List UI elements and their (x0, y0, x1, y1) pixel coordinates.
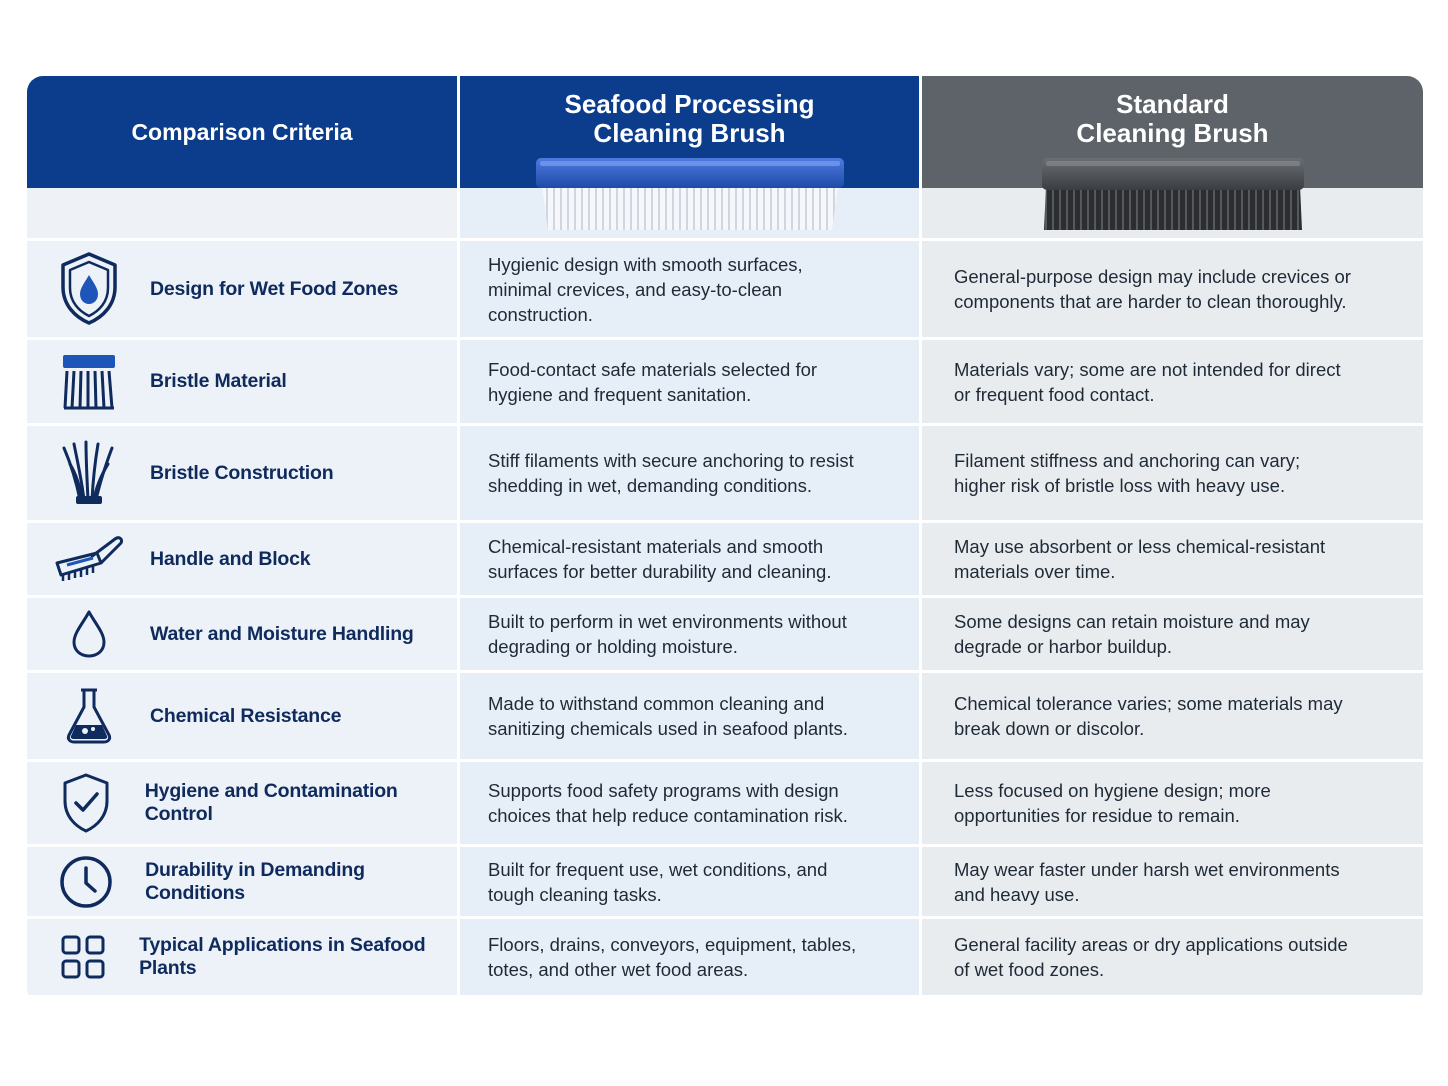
criteria-label: Typical Applications in Seafood Plants (139, 934, 426, 979)
standard-cell: May use absorbent or less chemical-resistant materials over time. (922, 520, 1423, 595)
seafood-cell: Food-contact safe materials selected for hygiene and frequent sanitation. (460, 337, 919, 423)
header-seafood-line2: Cleaning Brush (593, 118, 786, 148)
standard-cell: Less focused on hygiene design; more opportunities for residue to remain. (922, 759, 1423, 844)
criteria-cell (27, 759, 457, 844)
standard-cell: May wear faster under harsh wet environments and heavy use. (922, 844, 1423, 916)
shield-check-icon (61, 772, 111, 834)
seafood-cell: Made to withstand common cleaning and sanitizing chemicals used in seafood plants. (460, 670, 919, 759)
header-criteria: Comparison Criteria (27, 76, 457, 188)
flask-icon (65, 687, 113, 745)
seafood-cell: Floors, drains, conveyors, equipment, tables, totes, and other wet food areas. (460, 916, 919, 995)
criteria-cell (27, 595, 457, 670)
standard-cell: General facility areas or dry applications outside of wet food zones. (922, 916, 1423, 995)
seafood-cell: Built to perform in wet environments without degrading or holding moisture. (460, 595, 919, 670)
bristle-tuft-icon (62, 440, 116, 506)
header-standard-line2: Cleaning Brush (1076, 118, 1269, 148)
seafood-cell: Stiff filaments with secure anchoring to resist shedding in wet, demanding conditions. (460, 423, 919, 520)
handle-brush-icon (53, 535, 125, 583)
criteria-label: Bristle Construction (150, 461, 334, 484)
criteria-label: Handle and Block (150, 547, 311, 570)
criteria-cell (27, 916, 457, 995)
criteria-label: Design for Wet Food Zones (150, 277, 399, 300)
grid-icon (60, 934, 106, 980)
header-seafood-line1: Seafood Processing (564, 89, 815, 119)
header-standard (922, 76, 1423, 238)
criteria-label: Bristle Material (150, 370, 287, 392)
criteria-cell (27, 423, 457, 520)
clock-icon (58, 854, 114, 910)
criteria-label: Chemical Resistance (150, 704, 342, 727)
shield-drop-icon (59, 251, 119, 327)
header-criteria-image-band (27, 188, 457, 238)
criteria-label: Water and Moisture Handling (150, 622, 414, 645)
seafood-brush-image (534, 158, 846, 238)
standard-brush-image (1040, 158, 1306, 238)
standard-cell: General-purpose design may include crevices or components that are harder to clean thoroughly. (922, 238, 1423, 337)
water-drop-icon (71, 609, 107, 659)
comparison-table (27, 76, 1423, 1005)
criteria-cell (27, 337, 457, 423)
criteria-cell (27, 238, 457, 337)
criteria-cell (27, 670, 457, 759)
seafood-cell: Supports food safety programs with design choices that help reduce contamination risk. (460, 759, 919, 844)
criteria-label: Durability in Demanding Conditions (145, 858, 365, 904)
seafood-cell: Built for frequent use, wet conditions, and tough cleaning tasks. (460, 844, 919, 916)
bristle-block-icon (61, 353, 117, 411)
header-standard-line1: Standard (1116, 89, 1229, 119)
criteria-cell (27, 844, 457, 916)
criteria-cell (27, 520, 457, 595)
standard-cell: Some designs can retain moisture and may degrade or harbor buildup. (922, 595, 1423, 670)
header-seafood (460, 76, 919, 238)
standard-cell: Chemical tolerance varies; some materials may break down or discolor. (922, 670, 1423, 759)
criteria-label: Hygiene and Contamination Control (144, 780, 398, 825)
standard-cell: Materials vary; some are not intended for direct or frequent food contact. (922, 337, 1423, 423)
seafood-cell: Chemical-resistant materials and smooth surfaces for better durability and cleaning. (460, 520, 919, 595)
standard-cell: Filament stiffness and anchoring can vary; higher risk of bristle loss with heavy use. (922, 423, 1423, 520)
seafood-cell: Hygienic design with smooth surfaces, minimal crevices, and easy-to-clean construction. (460, 238, 919, 337)
